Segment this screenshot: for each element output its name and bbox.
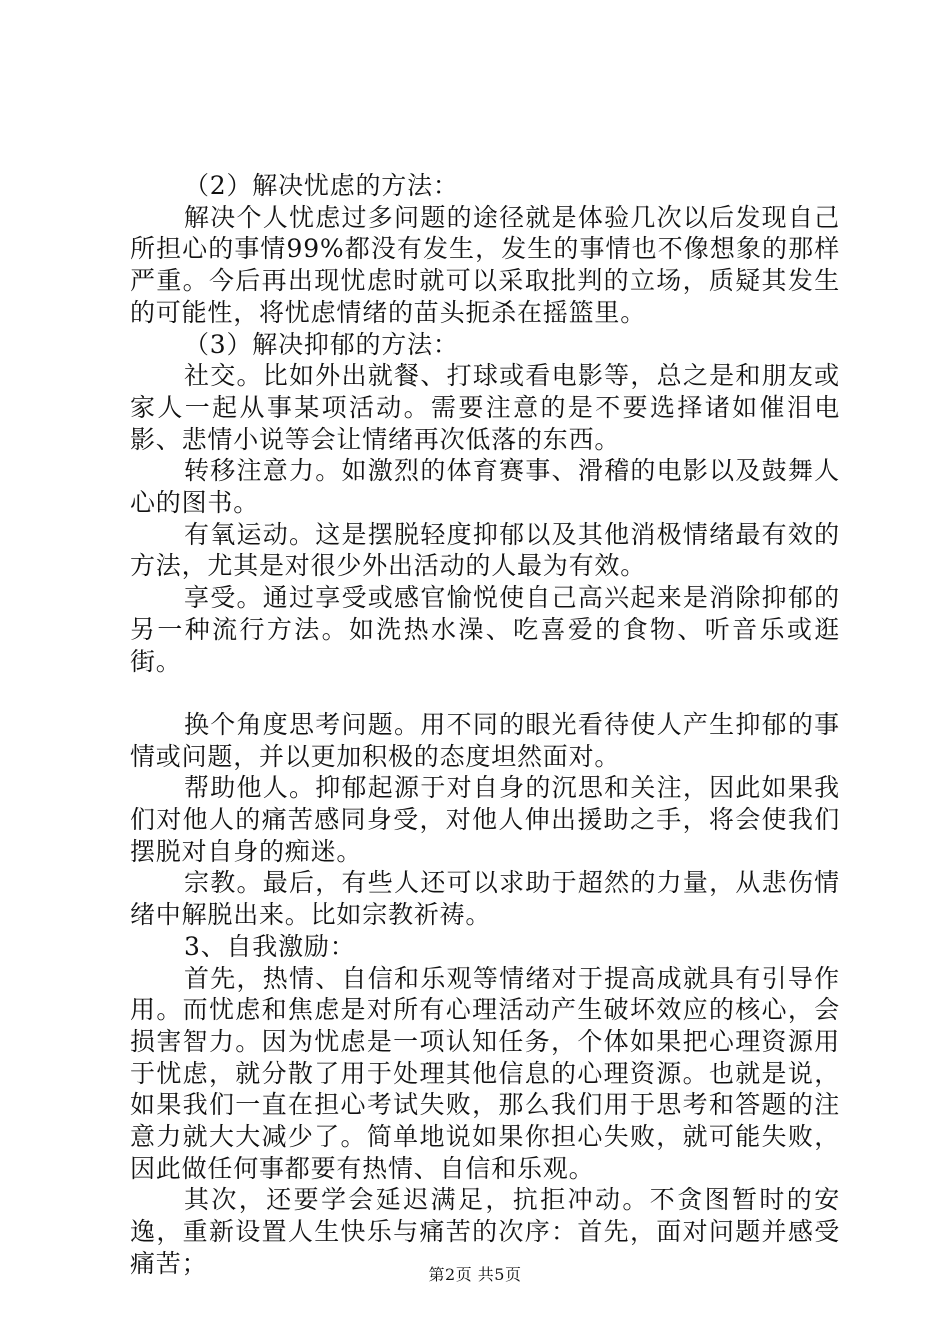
paragraph-religion: 宗教。最后，有些人还可以求助于超然的力量，从悲伤情绪中解脱出来。比如宗教祈祷。 — [130, 868, 840, 930]
page-number-footer: 第2页 共5页 — [428, 1265, 522, 1284]
paragraph-socializing: 社交。比如外出就餐、打球或看电影等，总之是和朋友或家人一起从事某项活动。需要注意的是不要选择诸如催泪电影、悲情小说等会让情绪再次低落的东西。 — [130, 361, 840, 454]
heading-depression-methods: （3）解决抑郁的方法： — [184, 329, 459, 359]
paragraph-second-delay-gratification: 其次，还要学会延迟满足，抗拒冲动。不贪图暂时的安逸，重新设置人生快乐与痛苦的次序：首先，面对问题并感受痛苦； — [130, 1185, 840, 1278]
paragraph-change-perspective: 换个角度思考问题。用不同的眼光看待使人产生抑郁的事情或问题，并以更加积极的态度坦然面对。 — [130, 709, 840, 771]
heading-worry-methods: （2）解决忧虑的方法： — [184, 171, 459, 200]
paragraph-aerobic-exercise: 有氧运动。这是摆脱轻度抑郁以及其他消极情绪最有效的方法，尤其是对很少外出活动的人最为有效。 — [130, 519, 840, 581]
paragraph-distraction: 转移注意力。如激烈的体育赛事、滑稽的电影以及鼓舞人心的图书。 — [130, 456, 840, 518]
paragraph-enjoyment: 享受。通过享受或感官愉悦使自己高兴起来是消除抑郁的另一种流行方法。如洗热水澡、吃喜爱的食物、听音乐或逛街。 — [130, 583, 840, 676]
document-body — [130, 170, 840, 1280]
paragraph-worry-solution: 解决个人忧虑过多问题的途径就是体验几次以后发现自己所担心的事情99%都没有发生，发生的事情也不像想象的那样严重。今后再出现忧虑时就可以采取批判的立场，质疑其发生的可能性，将忧虑情绪的苗头扼杀在摇篮里。 — [130, 202, 840, 327]
heading-self-motivation: 3、自我激励： — [184, 931, 356, 961]
paragraph-first-enthusiasm: 首先，热情、自信和乐观等情绪对于提高成就具有引导作用。而忧虑和焦虑是对所有心理活动产生破坏效应的核心，会损害智力。因为忧虑是一项认知任务，个体如果把心理资源用于忧虑，就分散了用于处理其他信息的心理资源。也就是说，如果我们一直在担心考试失败，那么我们用于思考和答题的注意力就大大减少了。简单地说如果你担心失败，就可能失败，因此做任何事都要有热情、自信和乐观。 — [130, 963, 840, 1183]
paragraph-help-others: 帮助他人。抑郁起源于对自身的沉思和关注，因此如果我们对他人的痛苦感同身受，对他人伸出援助之手，将会使我们摆脱对自身的痴迷。 — [130, 773, 840, 866]
